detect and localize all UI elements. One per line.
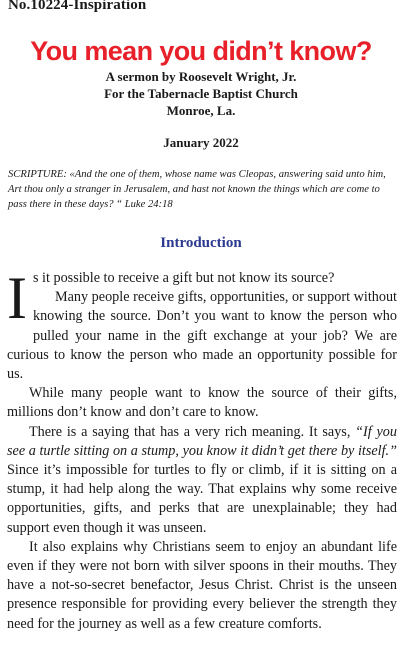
document-number: No.10224-Inspiration	[8, 0, 147, 13]
page-title: You mean you didn’t know?	[30, 36, 372, 66]
paragraph-4-lead: There is a saying that has a very rich meaning. It says,	[29, 423, 356, 440]
sermon-date: January 2022	[163, 135, 239, 150]
byline: A sermon by Roosevelt Wright, Jr.	[105, 69, 297, 84]
drop-cap: I	[7, 265, 27, 331]
location: Monroe, La.	[166, 103, 236, 118]
scripture-text: SCRIPTURE: «And the one of them, whose name was Cleopas, answering said unto him, Art thou only a stranger in Jerusalem, and hast not known the things which are come to pass there in these days? “ Luke 24:18	[8, 169, 386, 210]
paragraph-4-rest: Since it’s impossible for turtles to fly or climb, if it is sitting on a stump, it had help along the way. That explains why some receive opportunities, gifts, and perks that are unexplainable; they had support even though it was unseen.	[7, 462, 397, 536]
paragraph-1-text: s it possible to receive a gift but not know its source?	[32, 270, 335, 286]
body-text	[7, 265, 397, 634]
turtle-quote: “If you see a turtle sitting on a stump, you know it didn’t get there by itself.”	[7, 423, 397, 459]
sermon-credits	[0, 68, 402, 119]
scripture-quote	[8, 167, 398, 212]
paragraph-3: While many people want to know the source of their gifts, millions don’t know and don’t care to know.	[7, 385, 397, 421]
church-name: For the Tabernacle Baptist Church	[104, 86, 298, 101]
paragraph-1	[7, 265, 397, 331]
paragraph-5: It also explains why Christians seem to enjoy an abundant life even if they were not born with silver spoons in their mouths. They have a not-so-secret benefactor, Jesus Christ. Christ is the unseen presence responsible for providing every believer the strength they need for the journey as well as a few creature comforts.	[7, 538, 397, 632]
paragraph-4	[7, 423, 397, 538]
paragraph-2: Many people receive gifts, opportunities, or support without knowing the source. Don’t you want to know the person who pulled your name in the gift exchange at your job? We are curious to know the person who made an opportunity possible for us.	[7, 289, 397, 383]
section-heading: Introduction	[160, 235, 242, 251]
